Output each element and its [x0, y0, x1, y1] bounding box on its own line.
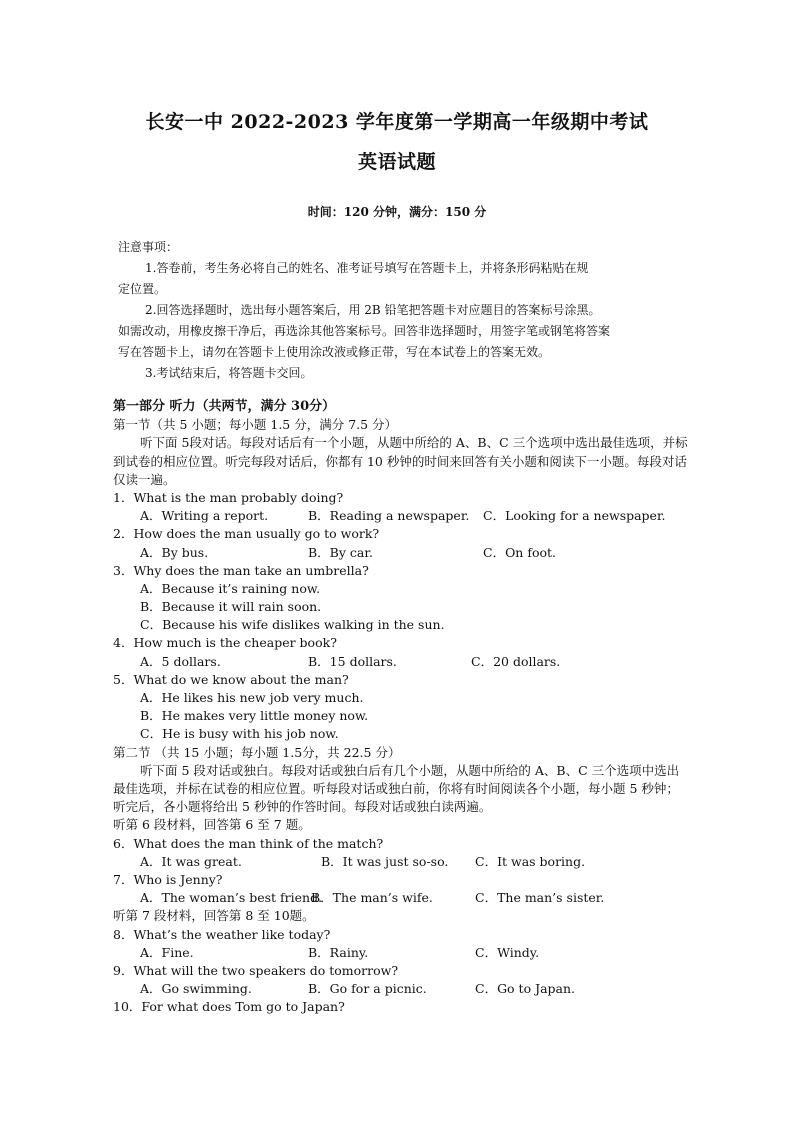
- option-b: B．Because it will rain soon.: [140, 599, 322, 615]
- sec2-instructions: 听下面 5 段对话或独白。每段对话或独白后有几个小题，从题中所给的 A、B、C 三个选项中选出最佳选项，并标在试卷的相应位置。听每段对话或独白前，你将有时间阅读各个小题，每小题 5 秒钟；听完后，各小题将给出 5 秒钟的作答时间。每段对话或独白读两遍。: [113, 762, 680, 815]
- material-7-note: 听第 7 段材料，回答第 8 至 10题。: [113, 908, 315, 924]
- question-4-options: [113, 653, 688, 671]
- notice-item-2: 2.回答选择题时，选出每小题答案后，用 2B 铅笔把答题卡对应题目的答案标号涂黑。: [145, 303, 601, 317]
- option-b: B．Rainy.: [308, 944, 369, 960]
- exam-title: 长安一中 2022-2023 学年度第一学期高一年级期中考试: [145, 111, 649, 133]
- question-6: 6．What does the man think of the match?: [113, 835, 384, 851]
- notice-item-1-cont: 定位置。: [118, 282, 167, 296]
- option-b: B．It was just so-so.: [321, 853, 449, 869]
- question-6-options: [113, 853, 688, 871]
- question-3: 3．Why does the man take an umbrella?: [113, 562, 369, 578]
- notice-item-2-cont: 如需改动，用橡皮擦干净后，再选涂其他答案标号。回答非选择题时，用签字笔或钢笔将答案: [118, 324, 611, 338]
- question-5: 5．What do we know about the man?: [113, 671, 349, 687]
- question-7: 7．Who is Jenny?: [113, 871, 223, 887]
- question-1-options: [113, 507, 688, 525]
- option-b: B．15 dollars.: [308, 653, 397, 669]
- sec1-heading: 第一节（共 5 小题；每小题 1.5 分，满分 7.5 分）: [113, 417, 398, 433]
- option-c: C．The man’s sister.: [475, 890, 605, 906]
- option-c: C．It was boring.: [475, 853, 586, 869]
- question-7-options: [113, 889, 688, 907]
- option-a: A．Fine.: [140, 944, 194, 960]
- question-10: 10．For what does Tom go to Japan?: [113, 999, 345, 1015]
- notice-block: [118, 237, 688, 384]
- option-b: B．By car.: [308, 544, 373, 560]
- material-6-note: 听第 6 段材料，回答第 6 至 7 题。: [113, 817, 311, 833]
- notice-item-3: 3.考试结束后，将答题卡交回。: [145, 366, 313, 380]
- option-c: C．20 dollars.: [471, 653, 561, 669]
- listening-section: [113, 398, 688, 1016]
- question-4: 4．How much is the cheaper book?: [113, 635, 337, 651]
- option-a: A．Because it’s raining now.: [140, 580, 321, 596]
- option-a: A．5 dollars.: [140, 653, 221, 669]
- notice-item-2-cont2: 写在答题卡上，请勿在答题卡上使用涂改液或修正带，写在本试卷上的答案无效。: [118, 345, 551, 359]
- option-a: A．It was great.: [140, 853, 242, 869]
- option-c: C．Windy.: [475, 944, 540, 960]
- question-2: 2．How does the man usually go to work?: [113, 526, 380, 542]
- notice-heading: 注意事项：: [118, 240, 179, 254]
- option-a: A．He likes his new job very much.: [140, 690, 364, 706]
- notice-item-1: 1.答卷前，考生务必将自己的姓名、准考证号填写在答题卡上，并将条形码粘贴在规: [145, 261, 589, 275]
- exam-subject-title: 英语试题: [357, 151, 436, 173]
- question-8: 8．What’s the weather like today?: [113, 926, 331, 942]
- question-9-options: [113, 980, 688, 998]
- option-c: C．Because his wife dislikes walking in the sun.: [140, 617, 445, 633]
- sec2-heading: 第二节 （共 15 小题；每小题 1.5分，共 22.5 分）: [113, 744, 401, 760]
- option-c: C．Go to Japan.: [475, 981, 576, 997]
- question-9: 9．What will the two speakers do tomorrow?: [113, 962, 399, 978]
- option-c: C．On foot.: [483, 544, 557, 560]
- option-a: A．Writing a report.: [140, 508, 269, 524]
- option-b: B．Go for a picnic.: [308, 981, 427, 997]
- question-2-options: [113, 544, 688, 562]
- part1-heading: 第一部分 听力（共两节，满分 30分）: [113, 399, 336, 414]
- option-b: B．Reading a newspaper.: [308, 508, 470, 524]
- question-8-options: [113, 944, 688, 962]
- option-b: B．He makes very little money now.: [140, 708, 369, 724]
- option-c: C．He is busy with his job now.: [140, 726, 339, 742]
- option-c: C．Looking for a newspaper.: [483, 508, 666, 524]
- option-a: A．The woman’s best friend.: [140, 890, 323, 906]
- option-a: A．Go swimming.: [140, 981, 252, 997]
- option-a: A．By bus.: [140, 544, 209, 560]
- exam-time-score: 时间：120 分钟，满分：150 分: [307, 205, 487, 219]
- option-b: B．The man’s wife.: [311, 890, 433, 906]
- question-1: 1．What is the man probably doing?: [113, 489, 344, 505]
- sec1-instructions: 听下面 5段对话。每段对话后有一个小题，从题中所给的 A、B、C 三个选项中选出最佳选项，并标到试卷的相应位置。听完每段对话后，你都有 10 秒钟的时间来回答有关小题和阅读下一小题。每段对话仅读一遍。: [113, 435, 688, 487]
